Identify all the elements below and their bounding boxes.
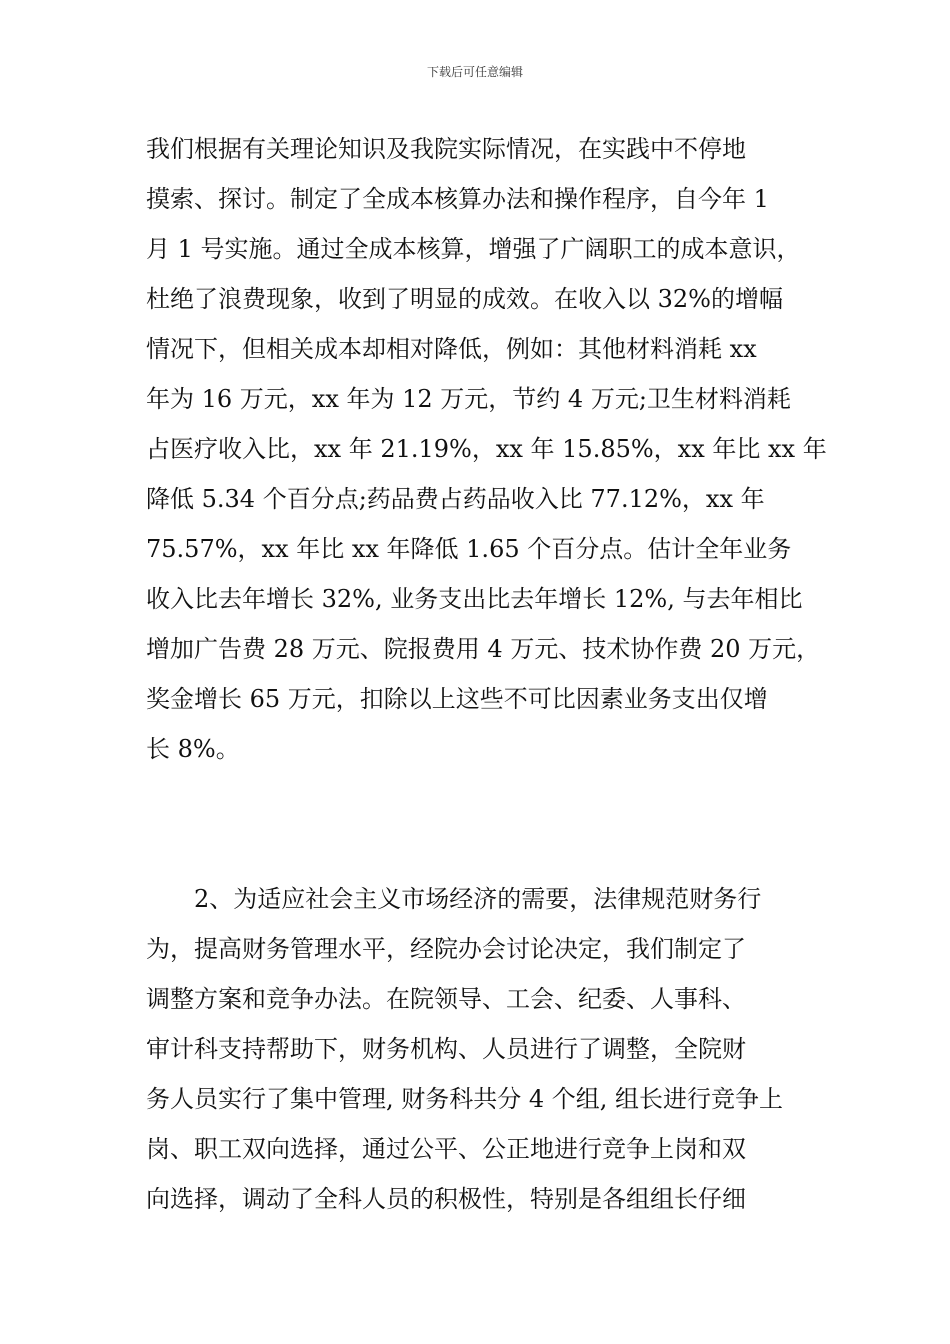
text-line: 月 1 号实施。通过全成本核算，增强了广阔职工的成本意识， [146, 235, 801, 263]
text-line: 2、为适应社会主义市场经济的需要，法律规范财务行 [194, 885, 762, 913]
text-line: 审计科支持帮助下，财务机构、人员进行了调整，全院财 [146, 1035, 746, 1063]
text-line: 情况下，但相关成本却相对降低，例如：其他材料消耗 xx [146, 335, 757, 363]
text-line: 75.57%，xx 年比 xx 年降低 1.65 个百分点。估计全年业务 [146, 535, 792, 563]
page-header: 下载后可任意编辑 [426, 65, 523, 79]
text-line: 务人员实行了集中管理, 财务科共分 4 个组, 组长进行竞争上 [146, 1085, 784, 1113]
text-line: 收入比去年增长 32%, 业务支出比去年增长 12%, 与去年相比 [146, 585, 803, 613]
text-line: 岗、职工双向选择，通过公平、公正地进行竞争上岗和双 [146, 1135, 746, 1163]
text-line: 调整方案和竞争办法。在院领导、工会、纪委、人事科、 [146, 985, 746, 1013]
text-line: 杜绝了浪费现象，收到了明显的成效。在收入以 32%的增幅 [146, 285, 783, 313]
text-line: 我们根据有关理论知识及我院实际情况，在实践中不停地 [146, 135, 746, 163]
text-line: 摸索、探讨。制定了全成本核算办法和操作程序，自今年 1 [146, 185, 769, 213]
text-line: 占医疗收入比，xx 年 21.19%，xx 年 15.85%，xx 年比 xx 年 [146, 435, 827, 463]
text-line: 为，提高财务管理水平，经院办会讨论决定，我们制定了 [146, 935, 746, 963]
text-line: 年为 16 万元，xx 年为 12 万元，节约 4 万元;卫生材料消耗 [146, 385, 791, 413]
text-line: 降低 5.34 个百分点;药品费占药品收入比 77.12%，xx 年 [146, 485, 765, 513]
text-line: 向选择，调动了全科人员的积极性，特别是各组组长仔细 [146, 1185, 746, 1213]
text-line: 奖金增长 65 万元，扣除以上这些不可比因素业务支出仅增 [146, 685, 768, 713]
text-line: 增加广告费 28 万元、院报费用 4 万元、技术协作费 20 万元， [146, 635, 821, 663]
text-line: 长 8%。 [146, 735, 240, 763]
